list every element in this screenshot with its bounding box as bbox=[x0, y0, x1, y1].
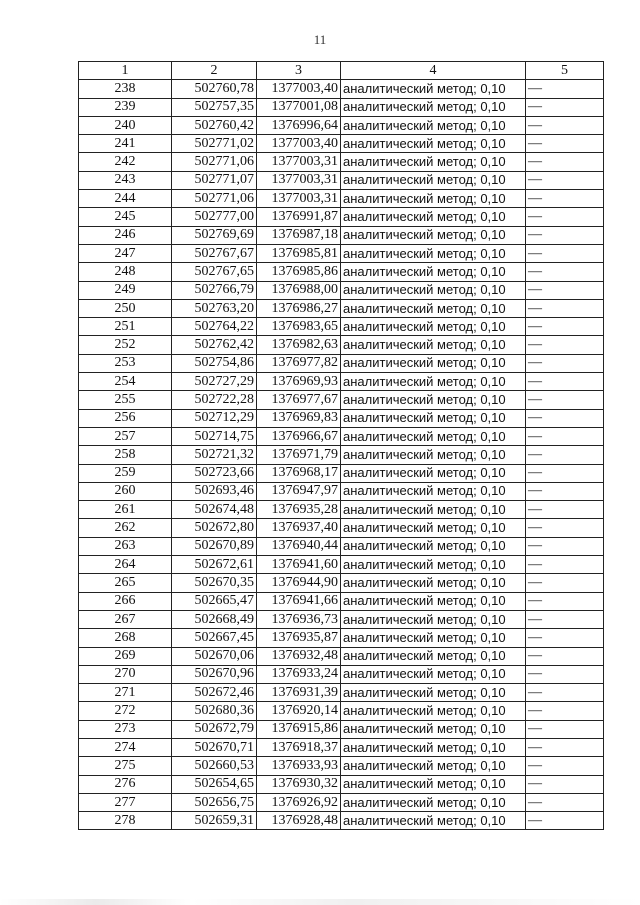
method-accuracy-cell: аналитический метод; 0,10 bbox=[341, 373, 526, 391]
method-accuracy-cell: аналитический метод; 0,10 bbox=[341, 793, 526, 811]
y-coordinate-cell: 1376966,67 bbox=[257, 427, 341, 445]
x-coordinate-cell: 502771,06 bbox=[172, 190, 257, 208]
table-row bbox=[79, 629, 604, 647]
y-coordinate-cell: 1377003,31 bbox=[257, 190, 341, 208]
point-number-cell: 274 bbox=[79, 738, 172, 756]
x-coordinate-cell: 502766,79 bbox=[172, 281, 257, 299]
table-row bbox=[79, 299, 604, 317]
note-cell: — bbox=[526, 482, 604, 500]
note-cell: — bbox=[526, 409, 604, 427]
y-coordinate-cell: 1376982,63 bbox=[257, 336, 341, 354]
x-coordinate-cell: 502760,78 bbox=[172, 80, 257, 98]
table-row bbox=[79, 647, 604, 665]
table-row bbox=[79, 592, 604, 610]
method-accuracy-cell: аналитический метод; 0,10 bbox=[341, 98, 526, 116]
point-number-cell: 262 bbox=[79, 519, 172, 537]
y-coordinate-cell: 1377003,40 bbox=[257, 135, 341, 153]
y-coordinate-cell: 1376915,86 bbox=[257, 720, 341, 738]
table-row bbox=[79, 391, 604, 409]
y-coordinate-cell: 1377001,08 bbox=[257, 98, 341, 116]
note-cell: — bbox=[526, 116, 604, 134]
note-cell: — bbox=[526, 702, 604, 720]
table-row bbox=[79, 812, 604, 830]
note-cell: — bbox=[526, 464, 604, 482]
point-number-cell: 267 bbox=[79, 610, 172, 628]
point-number-cell: 247 bbox=[79, 244, 172, 262]
table-row bbox=[79, 208, 604, 226]
method-accuracy-cell: аналитический метод; 0,10 bbox=[341, 665, 526, 683]
note-cell: — bbox=[526, 80, 604, 98]
method-accuracy-cell: аналитический метод; 0,10 bbox=[341, 336, 526, 354]
x-coordinate-cell: 502660,53 bbox=[172, 757, 257, 775]
table-row bbox=[79, 665, 604, 683]
table-row bbox=[79, 281, 604, 299]
table-row bbox=[79, 80, 604, 98]
note-cell: — bbox=[526, 629, 604, 647]
table-row bbox=[79, 738, 604, 756]
method-accuracy-cell: аналитический метод; 0,10 bbox=[341, 281, 526, 299]
scan-edge bbox=[0, 899, 640, 905]
method-accuracy-cell: аналитический метод; 0,10 bbox=[341, 464, 526, 482]
note-cell: — bbox=[526, 720, 604, 738]
method-accuracy-cell: аналитический метод; 0,10 bbox=[341, 427, 526, 445]
y-coordinate-cell: 1376983,65 bbox=[257, 318, 341, 336]
table-header bbox=[79, 62, 604, 80]
point-number-cell: 241 bbox=[79, 135, 172, 153]
page-number: 11 bbox=[313, 32, 327, 47]
y-coordinate-cell: 1377003,31 bbox=[257, 153, 341, 171]
table-body bbox=[79, 80, 604, 830]
table-row bbox=[79, 98, 604, 116]
point-number-cell: 276 bbox=[79, 775, 172, 793]
table-row bbox=[79, 702, 604, 720]
point-number-cell: 242 bbox=[79, 153, 172, 171]
note-cell: — bbox=[526, 757, 604, 775]
point-number-cell: 252 bbox=[79, 336, 172, 354]
header-row bbox=[79, 62, 604, 80]
y-coordinate-cell: 1376977,67 bbox=[257, 391, 341, 409]
method-accuracy-cell: аналитический метод; 0,10 bbox=[341, 171, 526, 189]
table-row bbox=[79, 610, 604, 628]
method-accuracy-cell: аналитический метод; 0,10 bbox=[341, 354, 526, 372]
y-coordinate-cell: 1376920,14 bbox=[257, 702, 341, 720]
method-accuracy-cell: аналитический метод; 0,10 bbox=[341, 116, 526, 134]
note-cell: — bbox=[526, 190, 604, 208]
note-cell: — bbox=[526, 610, 604, 628]
y-coordinate-cell: 1376985,86 bbox=[257, 263, 341, 281]
x-coordinate-cell: 502693,46 bbox=[172, 482, 257, 500]
y-coordinate-cell: 1376933,24 bbox=[257, 665, 341, 683]
point-number-cell: 268 bbox=[79, 629, 172, 647]
y-coordinate-cell: 1376971,79 bbox=[257, 446, 341, 464]
x-coordinate-cell: 502665,47 bbox=[172, 592, 257, 610]
point-number-cell: 251 bbox=[79, 318, 172, 336]
point-number-cell: 278 bbox=[79, 812, 172, 830]
table-row bbox=[79, 720, 604, 738]
y-coordinate-cell: 1376944,90 bbox=[257, 574, 341, 592]
x-coordinate-cell: 502771,06 bbox=[172, 153, 257, 171]
x-coordinate-cell: 502670,89 bbox=[172, 537, 257, 555]
header-col-2: 2 bbox=[172, 62, 257, 80]
method-accuracy-cell: аналитический метод; 0,10 bbox=[341, 519, 526, 537]
y-coordinate-cell: 1376988,00 bbox=[257, 281, 341, 299]
x-coordinate-cell: 502680,36 bbox=[172, 702, 257, 720]
header-col-3: 3 bbox=[257, 62, 341, 80]
point-number-cell: 253 bbox=[79, 354, 172, 372]
method-accuracy-cell: аналитический метод; 0,10 bbox=[341, 135, 526, 153]
method-accuracy-cell: аналитический метод; 0,10 bbox=[341, 629, 526, 647]
note-cell: — bbox=[526, 793, 604, 811]
x-coordinate-cell: 502767,67 bbox=[172, 244, 257, 262]
note-cell: — bbox=[526, 684, 604, 702]
point-number-cell: 266 bbox=[79, 592, 172, 610]
method-accuracy-cell: аналитический метод; 0,10 bbox=[341, 244, 526, 262]
method-accuracy-cell: аналитический метод; 0,10 bbox=[341, 190, 526, 208]
method-accuracy-cell: аналитический метод; 0,10 bbox=[341, 702, 526, 720]
point-number-cell: 245 bbox=[79, 208, 172, 226]
point-number-cell: 269 bbox=[79, 647, 172, 665]
x-coordinate-cell: 502763,20 bbox=[172, 299, 257, 317]
method-accuracy-cell: аналитический метод; 0,10 bbox=[341, 80, 526, 98]
table-row bbox=[79, 482, 604, 500]
coordinates-table bbox=[78, 61, 604, 830]
point-number-cell: 248 bbox=[79, 263, 172, 281]
point-number-cell: 256 bbox=[79, 409, 172, 427]
y-coordinate-cell: 1376937,40 bbox=[257, 519, 341, 537]
point-number-cell: 238 bbox=[79, 80, 172, 98]
x-coordinate-cell: 502767,65 bbox=[172, 263, 257, 281]
x-coordinate-cell: 502674,48 bbox=[172, 501, 257, 519]
x-coordinate-cell: 502659,31 bbox=[172, 812, 257, 830]
method-accuracy-cell: аналитический метод; 0,10 bbox=[341, 299, 526, 317]
point-number-cell: 240 bbox=[79, 116, 172, 134]
y-coordinate-cell: 1376935,28 bbox=[257, 501, 341, 519]
y-coordinate-cell: 1377003,31 bbox=[257, 171, 341, 189]
y-coordinate-cell: 1376991,87 bbox=[257, 208, 341, 226]
point-number-cell: 260 bbox=[79, 482, 172, 500]
y-coordinate-cell: 1376986,27 bbox=[257, 299, 341, 317]
x-coordinate-cell: 502670,06 bbox=[172, 647, 257, 665]
table-row bbox=[79, 354, 604, 372]
note-cell: — bbox=[526, 812, 604, 830]
note-cell: — bbox=[526, 775, 604, 793]
x-coordinate-cell: 502714,75 bbox=[172, 427, 257, 445]
point-number-cell: 261 bbox=[79, 501, 172, 519]
table-row bbox=[79, 793, 604, 811]
point-number-cell: 273 bbox=[79, 720, 172, 738]
method-accuracy-cell: аналитический метод; 0,10 bbox=[341, 263, 526, 281]
note-cell: — bbox=[526, 299, 604, 317]
y-coordinate-cell: 1376987,18 bbox=[257, 226, 341, 244]
note-cell: — bbox=[526, 135, 604, 153]
table-row bbox=[79, 556, 604, 574]
x-coordinate-cell: 502771,02 bbox=[172, 135, 257, 153]
note-cell: — bbox=[526, 647, 604, 665]
table-row bbox=[79, 336, 604, 354]
note-cell: — bbox=[526, 665, 604, 683]
y-coordinate-cell: 1377003,40 bbox=[257, 80, 341, 98]
note-cell: — bbox=[526, 153, 604, 171]
point-number-cell: 249 bbox=[79, 281, 172, 299]
x-coordinate-cell: 502672,46 bbox=[172, 684, 257, 702]
table-row bbox=[79, 519, 604, 537]
method-accuracy-cell: аналитический метод; 0,10 bbox=[341, 208, 526, 226]
table-row bbox=[79, 263, 604, 281]
x-coordinate-cell: 502670,71 bbox=[172, 738, 257, 756]
y-coordinate-cell: 1376918,37 bbox=[257, 738, 341, 756]
y-coordinate-cell: 1376996,64 bbox=[257, 116, 341, 134]
method-accuracy-cell: аналитический метод; 0,10 bbox=[341, 482, 526, 500]
x-coordinate-cell: 502672,80 bbox=[172, 519, 257, 537]
x-coordinate-cell: 502723,66 bbox=[172, 464, 257, 482]
note-cell: — bbox=[526, 556, 604, 574]
table-row bbox=[79, 446, 604, 464]
x-coordinate-cell: 502668,49 bbox=[172, 610, 257, 628]
y-coordinate-cell: 1376935,87 bbox=[257, 629, 341, 647]
table-row bbox=[79, 464, 604, 482]
x-coordinate-cell: 502656,75 bbox=[172, 793, 257, 811]
point-number-cell: 244 bbox=[79, 190, 172, 208]
table-row bbox=[79, 226, 604, 244]
x-coordinate-cell: 502670,96 bbox=[172, 665, 257, 683]
header-col-5: 5 bbox=[526, 62, 604, 80]
note-cell: — bbox=[526, 208, 604, 226]
x-coordinate-cell: 502764,22 bbox=[172, 318, 257, 336]
x-coordinate-cell: 502654,65 bbox=[172, 775, 257, 793]
y-coordinate-cell: 1376928,48 bbox=[257, 812, 341, 830]
note-cell: — bbox=[526, 391, 604, 409]
method-accuracy-cell: аналитический метод; 0,10 bbox=[341, 153, 526, 171]
y-coordinate-cell: 1376969,83 bbox=[257, 409, 341, 427]
method-accuracy-cell: аналитический метод; 0,10 bbox=[341, 738, 526, 756]
table-row bbox=[79, 190, 604, 208]
x-coordinate-cell: 502672,61 bbox=[172, 556, 257, 574]
note-cell: — bbox=[526, 574, 604, 592]
table-row bbox=[79, 684, 604, 702]
table-row bbox=[79, 574, 604, 592]
table-row bbox=[79, 318, 604, 336]
note-cell: — bbox=[526, 738, 604, 756]
method-accuracy-cell: аналитический метод; 0,10 bbox=[341, 775, 526, 793]
method-accuracy-cell: аналитический метод; 0,10 bbox=[341, 409, 526, 427]
y-coordinate-cell: 1376930,32 bbox=[257, 775, 341, 793]
note-cell: — bbox=[526, 537, 604, 555]
table-row bbox=[79, 244, 604, 262]
note-cell: — bbox=[526, 519, 604, 537]
method-accuracy-cell: аналитический метод; 0,10 bbox=[341, 537, 526, 555]
x-coordinate-cell: 502670,35 bbox=[172, 574, 257, 592]
y-coordinate-cell: 1376977,82 bbox=[257, 354, 341, 372]
point-number-cell: 275 bbox=[79, 757, 172, 775]
method-accuracy-cell: аналитический метод; 0,10 bbox=[341, 610, 526, 628]
x-coordinate-cell: 502771,07 bbox=[172, 171, 257, 189]
x-coordinate-cell: 502672,79 bbox=[172, 720, 257, 738]
method-accuracy-cell: аналитический метод; 0,10 bbox=[341, 812, 526, 830]
note-cell: — bbox=[526, 501, 604, 519]
y-coordinate-cell: 1376941,60 bbox=[257, 556, 341, 574]
point-number-cell: 254 bbox=[79, 373, 172, 391]
method-accuracy-cell: аналитический метод; 0,10 bbox=[341, 501, 526, 519]
point-number-cell: 258 bbox=[79, 446, 172, 464]
table-row bbox=[79, 373, 604, 391]
x-coordinate-cell: 502712,29 bbox=[172, 409, 257, 427]
method-accuracy-cell: аналитический метод; 0,10 bbox=[341, 574, 526, 592]
table-row bbox=[79, 116, 604, 134]
point-number-cell: 277 bbox=[79, 793, 172, 811]
note-cell: — bbox=[526, 336, 604, 354]
method-accuracy-cell: аналитический метод; 0,10 bbox=[341, 684, 526, 702]
note-cell: — bbox=[526, 318, 604, 336]
point-number-cell: 265 bbox=[79, 574, 172, 592]
table-row bbox=[79, 153, 604, 171]
note-cell: — bbox=[526, 171, 604, 189]
method-accuracy-cell: аналитический метод; 0,10 bbox=[341, 720, 526, 738]
x-coordinate-cell: 502757,35 bbox=[172, 98, 257, 116]
method-accuracy-cell: аналитический метод; 0,10 bbox=[341, 318, 526, 336]
y-coordinate-cell: 1376936,73 bbox=[257, 610, 341, 628]
header-col-1: 1 bbox=[79, 62, 172, 80]
y-coordinate-cell: 1376933,93 bbox=[257, 757, 341, 775]
note-cell: — bbox=[526, 446, 604, 464]
method-accuracy-cell: аналитический метод; 0,10 bbox=[341, 592, 526, 610]
note-cell: — bbox=[526, 373, 604, 391]
x-coordinate-cell: 502722,28 bbox=[172, 391, 257, 409]
table-row bbox=[79, 409, 604, 427]
point-number-cell: 250 bbox=[79, 299, 172, 317]
point-number-cell: 246 bbox=[79, 226, 172, 244]
point-number-cell: 243 bbox=[79, 171, 172, 189]
y-coordinate-cell: 1376968,17 bbox=[257, 464, 341, 482]
y-coordinate-cell: 1376931,39 bbox=[257, 684, 341, 702]
method-accuracy-cell: аналитический метод; 0,10 bbox=[341, 556, 526, 574]
y-coordinate-cell: 1376985,81 bbox=[257, 244, 341, 262]
y-coordinate-cell: 1376932,48 bbox=[257, 647, 341, 665]
point-number-cell: 264 bbox=[79, 556, 172, 574]
table-row bbox=[79, 757, 604, 775]
note-cell: — bbox=[526, 226, 604, 244]
y-coordinate-cell: 1376941,66 bbox=[257, 592, 341, 610]
point-number-cell: 270 bbox=[79, 665, 172, 683]
point-number-cell: 263 bbox=[79, 537, 172, 555]
x-coordinate-cell: 502777,00 bbox=[172, 208, 257, 226]
table-row bbox=[79, 775, 604, 793]
table-row bbox=[79, 427, 604, 445]
x-coordinate-cell: 502667,45 bbox=[172, 629, 257, 647]
method-accuracy-cell: аналитический метод; 0,10 bbox=[341, 226, 526, 244]
method-accuracy-cell: аналитический метод; 0,10 bbox=[341, 446, 526, 464]
method-accuracy-cell: аналитический метод; 0,10 bbox=[341, 757, 526, 775]
method-accuracy-cell: аналитический метод; 0,10 bbox=[341, 647, 526, 665]
table-row bbox=[79, 501, 604, 519]
point-number-cell: 239 bbox=[79, 98, 172, 116]
x-coordinate-cell: 502769,69 bbox=[172, 226, 257, 244]
y-coordinate-cell: 1376926,92 bbox=[257, 793, 341, 811]
note-cell: — bbox=[526, 592, 604, 610]
table-row bbox=[79, 171, 604, 189]
x-coordinate-cell: 502760,42 bbox=[172, 116, 257, 134]
y-coordinate-cell: 1376969,93 bbox=[257, 373, 341, 391]
method-accuracy-cell: аналитический метод; 0,10 bbox=[341, 391, 526, 409]
note-cell: — bbox=[526, 263, 604, 281]
y-coordinate-cell: 1376940,44 bbox=[257, 537, 341, 555]
x-coordinate-cell: 502762,42 bbox=[172, 336, 257, 354]
point-number-cell: 255 bbox=[79, 391, 172, 409]
table-row bbox=[79, 135, 604, 153]
point-number-cell: 272 bbox=[79, 702, 172, 720]
y-coordinate-cell: 1376947,97 bbox=[257, 482, 341, 500]
point-number-cell: 259 bbox=[79, 464, 172, 482]
table-row bbox=[79, 537, 604, 555]
note-cell: — bbox=[526, 427, 604, 445]
note-cell: — bbox=[526, 281, 604, 299]
note-cell: — bbox=[526, 354, 604, 372]
x-coordinate-cell: 502727,29 bbox=[172, 373, 257, 391]
point-number-cell: 271 bbox=[79, 684, 172, 702]
x-coordinate-cell: 502754,86 bbox=[172, 354, 257, 372]
note-cell: — bbox=[526, 244, 604, 262]
header-col-4: 4 bbox=[341, 62, 526, 80]
note-cell: — bbox=[526, 98, 604, 116]
point-number-cell: 257 bbox=[79, 427, 172, 445]
x-coordinate-cell: 502721,32 bbox=[172, 446, 257, 464]
